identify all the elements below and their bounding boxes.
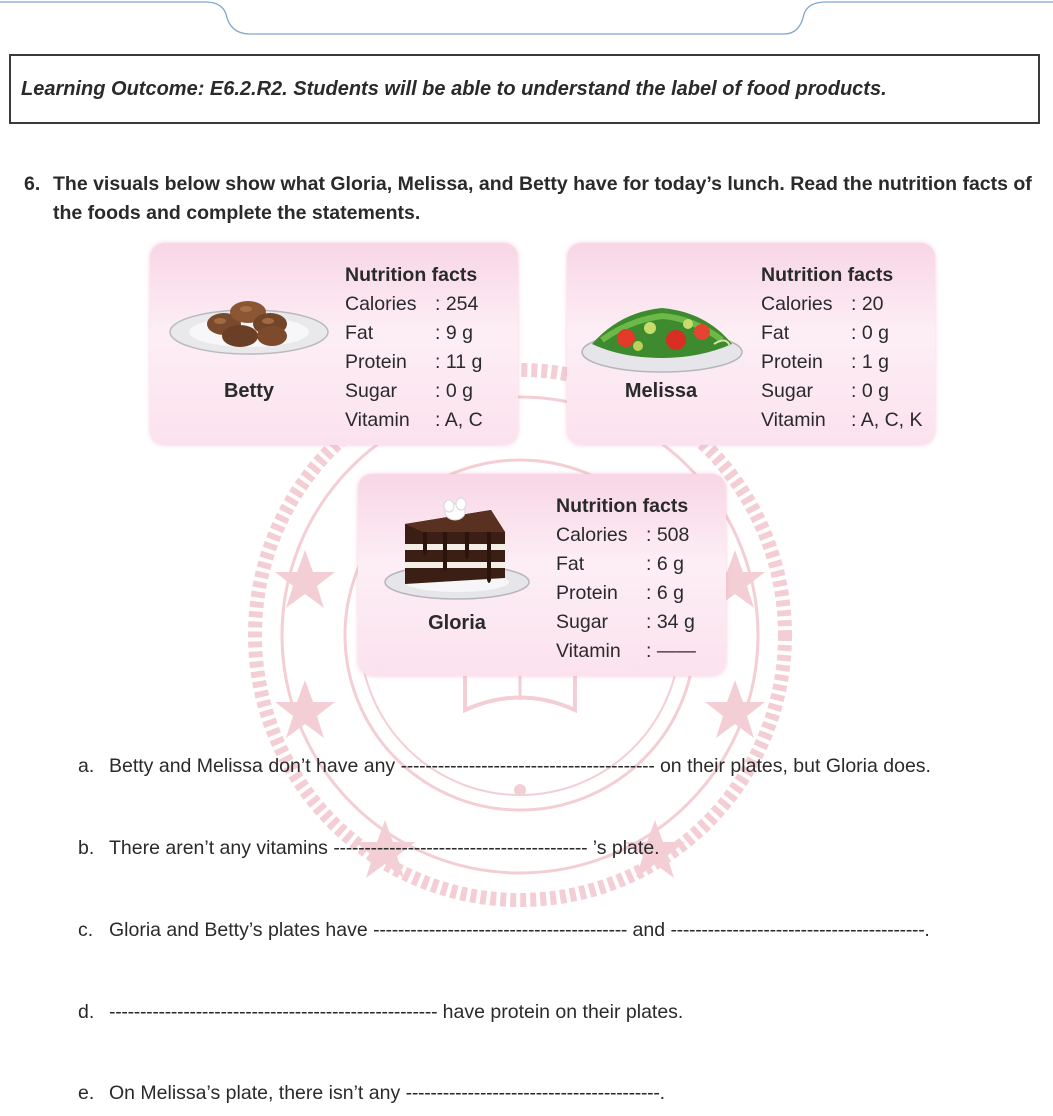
row-label: Sugar xyxy=(345,380,398,402)
betty-facts-heading: Nutrition facts xyxy=(345,264,478,286)
answer-blank[interactable]: ----------------------------------------- xyxy=(670,919,925,941)
statement-letter: a. xyxy=(78,755,95,777)
row-value: : 6 g xyxy=(646,582,684,604)
row-value: : 0 g xyxy=(435,380,473,402)
row-value: : 6 g xyxy=(646,553,684,575)
row-value: : 11 g xyxy=(435,351,483,373)
gloria-row-vitamin xyxy=(556,637,722,666)
row-label: Protein xyxy=(556,582,618,604)
melissa-name: Melissa xyxy=(624,380,698,402)
row-value: : —— xyxy=(646,640,696,662)
statement-text: . xyxy=(924,919,930,941)
melissa-row-fat xyxy=(761,319,931,348)
statement-text: have protein on their plates. xyxy=(437,1001,684,1023)
melissa-row-sugar xyxy=(761,377,931,406)
row-label: Vitamin xyxy=(556,640,621,662)
betty-row-protein xyxy=(345,348,515,377)
statement-text: and xyxy=(627,919,671,941)
melissa-nutrition-facts xyxy=(761,261,931,435)
row-label: Calories xyxy=(761,293,833,315)
row-label: Protein xyxy=(761,351,823,373)
row-label: Vitamin xyxy=(761,409,826,431)
statement-b xyxy=(78,837,660,860)
row-label: Calories xyxy=(556,524,628,546)
melissa-row-vitamin xyxy=(761,406,931,435)
gloria-name: Gloria xyxy=(428,612,486,634)
statement-text: On Melissa’s plate, there isn’t any xyxy=(109,1082,406,1104)
row-label: Protein xyxy=(345,351,407,373)
row-value: : 9 g xyxy=(435,322,473,344)
learning-outcome-text: Learning Outcome: E6.2.R2. Students will be able to understand the label of food products. xyxy=(21,77,887,100)
betty-row-fat xyxy=(345,319,515,348)
statement-a xyxy=(78,755,931,778)
answer-blank[interactable]: ----------------------------------------------------- xyxy=(109,1001,438,1023)
gloria-facts-heading: Nutrition facts xyxy=(556,495,689,517)
row-value: : A, C, K xyxy=(851,409,923,431)
statement-text: Betty and Melissa don’t have any xyxy=(109,755,401,777)
row-value: : 254 xyxy=(435,293,479,315)
statement-text: There aren’t any vitamins xyxy=(109,837,334,859)
row-value: : 508 xyxy=(646,524,690,546)
statement-text: ’s plate. xyxy=(587,837,660,859)
betty-row-sugar xyxy=(345,377,515,406)
gloria-row-fat xyxy=(556,550,722,579)
header-tab-outline xyxy=(0,0,1053,40)
row-label: Sugar xyxy=(761,380,814,402)
row-value: : 1 g xyxy=(851,351,889,373)
statement-text: on their plates, but Gloria does. xyxy=(654,755,931,777)
statement-letter: c. xyxy=(78,919,94,941)
statement-text: Gloria and Betty’s plates have xyxy=(109,919,374,941)
learning-outcome-box xyxy=(9,54,1040,124)
salad-plate-icon xyxy=(580,300,745,378)
row-label: Fat xyxy=(345,322,374,344)
statement-letter: d. xyxy=(78,1001,95,1023)
melissa-row-calories xyxy=(761,290,931,319)
gloria-row-sugar xyxy=(556,608,722,637)
betty-row-calories xyxy=(345,290,515,319)
betty-row-vitamin xyxy=(345,406,515,435)
row-label: Fat xyxy=(761,322,790,344)
chocolate-cake-plate-icon xyxy=(383,492,531,604)
gloria-nutrition-facts xyxy=(556,492,722,666)
question-text: The visuals below show what Gloria, Melissa, and Betty have for today’s lunch. Read the nutrition facts of the foods and complete the statements. xyxy=(53,173,1032,224)
row-value: : 0 g xyxy=(851,322,889,344)
question-number: 6. xyxy=(24,173,41,195)
statement-letter: e. xyxy=(78,1082,95,1104)
row-value: : 20 xyxy=(851,293,884,315)
answer-blank[interactable]: ----------------------------------------- xyxy=(373,919,628,941)
betty-name: Betty xyxy=(223,380,274,402)
statement-c xyxy=(78,919,930,942)
statement-e xyxy=(78,1082,665,1105)
row-value: : 0 g xyxy=(851,380,889,402)
melissa-facts-heading: Nutrition facts xyxy=(761,264,894,286)
row-label: Vitamin xyxy=(345,409,410,431)
row-label: Fat xyxy=(556,553,585,575)
statement-text: . xyxy=(659,1082,665,1104)
row-label: Sugar xyxy=(556,611,609,633)
row-value: : A, C xyxy=(435,409,483,431)
statement-d xyxy=(78,1001,683,1024)
answer-blank[interactable]: ----------------------------------------- xyxy=(333,837,588,859)
answer-blank[interactable]: ----------------------------------------- xyxy=(400,755,655,777)
statement-letter: b. xyxy=(78,837,95,859)
meatballs-plate-icon xyxy=(168,290,330,362)
gloria-row-calories xyxy=(556,521,722,550)
row-label: Calories xyxy=(345,293,417,315)
gloria-row-protein xyxy=(556,579,722,608)
row-value: : 34 g xyxy=(646,611,695,633)
answer-blank[interactable]: ----------------------------------------- xyxy=(405,1082,660,1104)
betty-nutrition-facts xyxy=(345,261,515,435)
melissa-row-protein xyxy=(761,348,931,377)
